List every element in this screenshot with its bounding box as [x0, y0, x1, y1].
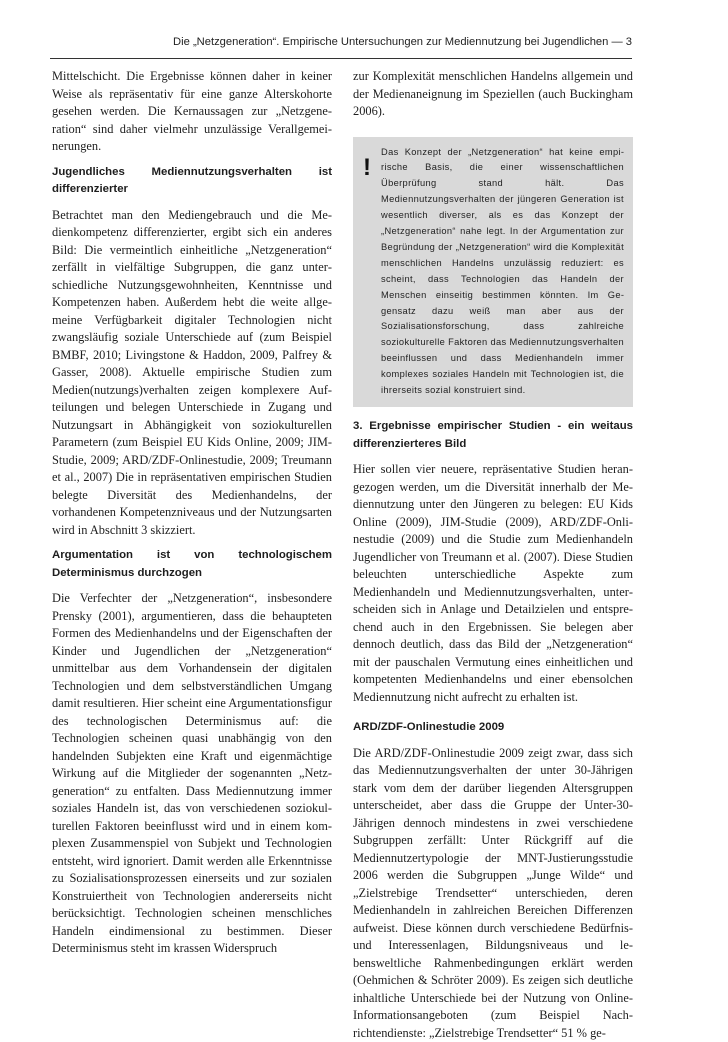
- section-3-paragraph: Hier sollen vier neuere, repräsentative Studien herangezogen werden, um die Diversität innerhalb der Mediennutzung unter den Jüngeren zu belegen: EU Kids Online (2009), JIM-Studie (2009), ARD/ZDF-Onlinestudie (2009) und die Studie zum Medienhandeln Jugendlicher von Treumann et al. (2007). Diese Studien beleuchten unterschiedliche Aspekte zum Medienhandeln und Mediennutzungsverhalten, unterscheiden sich in Anlage und Detailzielen und entsprechend auch in den Ergebnissen. Sie belegen aber dennoch deutlich, dass das Bild der „Netzgeneration“ mit der pauschalen Vermutung eines einheitlichen und kompetenten Medienhandelns und einer ebensolchen Mediennutzung nicht aufrecht zu erhalten ist.: [353, 461, 633, 706]
- header-rule: [50, 58, 632, 59]
- heading-usage: Jugendliches Mediennutzungsverhalten ist differenzierter: [52, 164, 332, 199]
- intro-paragraph: Mittelschicht. Die Ergebnisse können daher in keiner Weise als repräsentativ für eine ganze Alterskohorte gesehen werden. Die Kernaussagen zur „Netzgeneration“ sind daher vielmehr unzulässige Verallgemeinerungen.: [52, 68, 332, 156]
- exclamation-icon: !: [353, 145, 381, 400]
- summary-note-box: [353, 137, 633, 408]
- left-column: [52, 68, 332, 958]
- heading-ard-zdf: ARD/ZDF-Onlinestudie 2009: [353, 719, 633, 737]
- continuation-paragraph: zur Komplexität menschlichen Handelns allgemein und der Medienaneignung im Speziellen (auch Buckingham 2006).: [353, 68, 633, 121]
- right-column: [353, 68, 633, 1042]
- running-header: Die „Netzgeneration“. Empirische Untersuchungen zur Mediennutzung bei Jugendlichen — 3: [0, 36, 632, 48]
- determinism-paragraph: Die Verfechter der „Netzgeneration“, insbesondere Prensky (2001), argumentieren, dass die behaupteten Formen des Medienhandelns und der Eigenschaften der Kinder und Jugendlichen der „Netzgeneration“ unmittelbar aus dem Vorhandensein der digitalen Technologien und dem selbstverständlichen Umgang damit resultieren. Hier scheint eine Argumentationsfigur des technologischen Determinismus auf: die Technologien scheinen quasi unabhängig von den handelnden Subjekten eine Kraft und eigenmächtige Wirkung auf die Mitglieder der sogenannten „Netzgeneration“ zu entfalten. Dass Mediennutzung immer soziales Handeln ist, das von verschiedenen soziokulturellen Faktoren beeinflusst wird und in einem komplexen Zusammenspiel von Subjekt und Technologien entsteht, wird ignoriert. Damit werden alle Erkenntnisse zu Sozialisationsprozessen einerseits und zur sozialen Konstruiertheit von Technologien andererseits nicht berücksichtigt. Technologien scheinen menschliches Handeln eindimensional zu bestimmen. Dieser Determinismus steht im krassen Widerspruch: [52, 590, 332, 958]
- usage-paragraph: Betrachtet man den Mediengebrauch und die Medienkompetenz differenzierter, ergibt sich ein anderes Bild: Die vermeintlich einheitliche „Netzgeneration“ zerfällt in vielfältige Subgruppen, die ganz unterschiedliche Nutzungsgewohnheiten, Kenntnisse und Kompetenzen haben. Außerdem hebt die weite allgemeine Verfügbarkeit digitaler Technologien nicht zwangsläufig soziale Unterschiede auf (zum Beispiel BMBF, 2010; Livingstone & Haddon, 2009, Palfrey & Gasser, 2008). Aktuelle empirische Studien zum Medien(nutzungs)verhalten zeigen komplexere Aufteilungen und belegen Unterschiede in Zugang und Nutzungsart in Abhängigkeit von soziokulturellen Parametern (zum Beispiel EU Kids Online, 2009; JIM-Studie, 2009; ARD/ZDF-Onlinestudie, 2009; Treumann et al., 2007) Die in repräsentativen empirischen Studien belegte Diversität des Medienhandelns, der vorhandenen Kompetenzniveaus und der Nutzungsarten wird in Abschnitt 3 skizziert.: [52, 207, 332, 540]
- ard-zdf-paragraph: Die ARD/ZDF-Onlinestudie 2009 zeigt zwar, dass sich das Mediennutzungsverhalten der unter 30-Jährigen stark vom dem der darüber liegenden Altersgruppen unterscheidet, aber dass die Gruppe der Unter-30-Jährigen dennoch mindestens in zwei verschiedene Subgruppen zerfällt: Unter Rückgriff auf die Mediennutzertypologie der MNT-Justierungsstudie 2006 werden die Subgruppen „Junge Wilde“ und „Zielstrebige Trendsetter“ unterschieden, deren Medienhandeln in zahlreichen Bereichen Differenzen aufweist. Diese können durch verschiedene Bedürfnis- und Interessenlagen, Bildungsniveaus und lebensweltliche Rahmenbedingungen erklärt werden (Oehmichen & Schröter 2009). Es zeigen sich deutliche inhaltliche Unterschiede bei der Nutzung von Online-Informationsangeboten (zum Beispiel Nachrichtendienste: „Zielstrebige Trendsetter“ 51 % ge-: [353, 745, 633, 1042]
- heading-section-3: 3. Ergebnisse empirischer Studien - ein weitaus differenzierteres Bild: [353, 418, 633, 453]
- summary-note-text: Das Konzept der „Netzgeneration“ hat keine empirische Basis, die einer wissenschaftlichen Überprüfung stand hält. Das Mediennutzungsverhalten der jüngeren Generation ist wesentlich diverser, als es das Konzept der „Netzgeneration“ nahe legt. In der Argumentation zur Begründung der „Netzgeneration“ wird die Komplexität menschlichen Handelns unzulässig reduziert: es scheint, dass Technologien das Handeln der Menschen einseitig bestimmen könnten. Im Gegensatz dazu weiß man aber aus der Sozialisationsforschung, dass zahlreiche soziokulturelle Faktoren das Mediennutzungsverhalten beeinflussen und dass Medienhandeln immer komplexes soziales Handeln mit Technologien ist, die ihrerseits sozial konstruiert sind.: [381, 145, 624, 400]
- heading-determinism: Argumentation ist von technologischem Determinismus durchzogen: [52, 547, 332, 582]
